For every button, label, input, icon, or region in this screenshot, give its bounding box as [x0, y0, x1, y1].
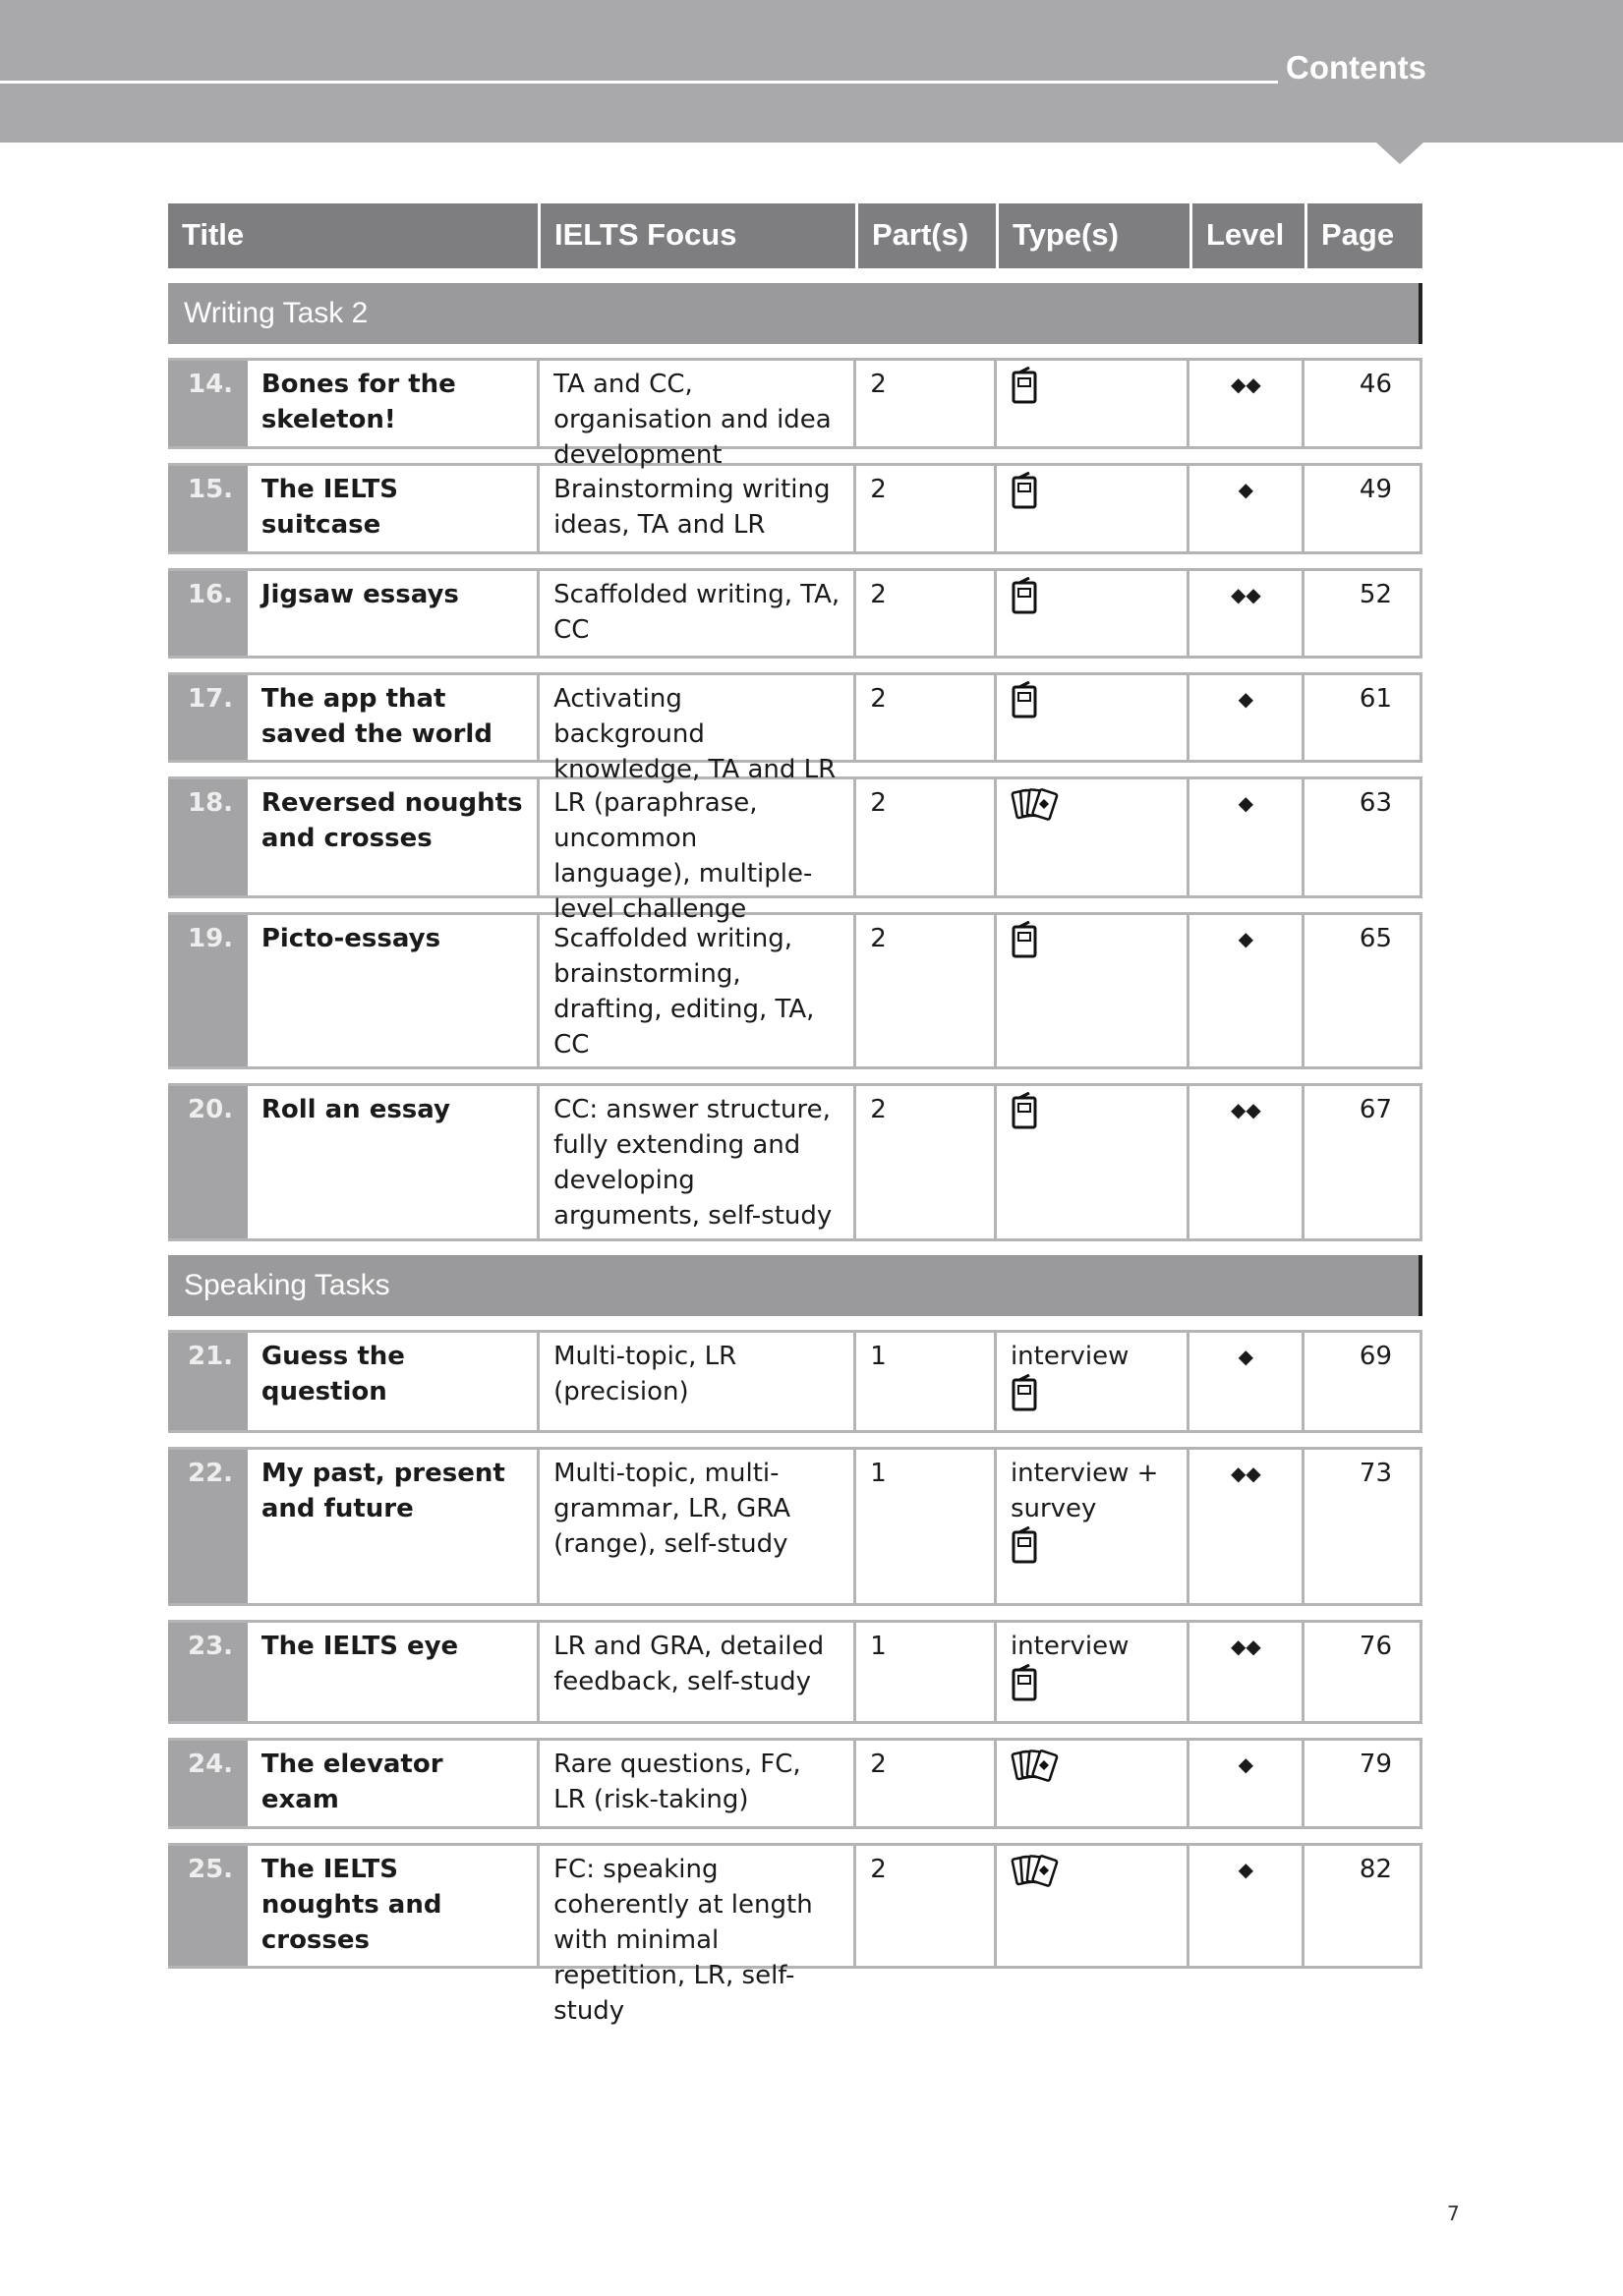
parts: 2	[856, 779, 997, 895]
col-page: Page	[1321, 217, 1395, 252]
page-ref[interactable]: 65	[1359, 924, 1392, 953]
activity-number: 21.	[168, 1333, 248, 1430]
page-ref[interactable]: 67	[1359, 1095, 1392, 1124]
ielts-focus: Rare questions, FC, LR (risk-taking)	[540, 1741, 856, 1826]
worksheet-icon	[1011, 1526, 1040, 1574]
cards-icon	[1011, 785, 1062, 832]
parts: 1	[856, 1450, 997, 1603]
types	[997, 1623, 1190, 1721]
page-number: 7	[1447, 2202, 1460, 2225]
level	[1189, 571, 1304, 656]
table-row	[168, 568, 1422, 659]
level	[1189, 466, 1304, 551]
page-ref[interactable]: 63	[1359, 788, 1392, 818]
level-diamond-icon: ◆	[1246, 583, 1261, 606]
page-ref[interactable]: 79	[1359, 1750, 1392, 1779]
activity-number: 19.	[168, 915, 248, 1066]
types	[997, 915, 1190, 1066]
page-ref[interactable]: 61	[1359, 684, 1392, 714]
level	[1189, 779, 1304, 895]
type-text: interview + survey	[1010, 1459, 1159, 1523]
activity-title: The IELTS noughts and crosses	[248, 1846, 540, 1966]
col-parts: Part(s)	[858, 203, 999, 268]
page-ref[interactable]: 82	[1359, 1855, 1392, 1884]
types	[997, 1333, 1190, 1430]
cards-icon	[1011, 1852, 1062, 1899]
level-diamond-icon: ◆	[1246, 1635, 1261, 1658]
worksheet-icon	[1011, 367, 1040, 414]
ielts-focus: Multi-topic, multi-grammar, LR, GRA (range), self-study	[540, 1450, 856, 1603]
parts: 1	[856, 1333, 997, 1430]
worksheet-icon	[1011, 921, 1040, 968]
page-ref[interactable]: 46	[1359, 370, 1392, 399]
worksheet-icon	[1011, 681, 1040, 728]
page-ref[interactable]: 76	[1359, 1632, 1392, 1661]
level-diamond-icon: ◆	[1238, 791, 1254, 815]
table-row	[168, 1738, 1422, 1829]
table-row	[168, 1447, 1422, 1606]
types	[997, 1086, 1190, 1238]
level-diamond-icon: ◆	[1238, 1345, 1254, 1368]
level-diamond-icon: ◆	[1238, 927, 1254, 950]
activity-number: 14.	[168, 361, 248, 446]
table-row	[168, 912, 1422, 1069]
activity-number: 20.	[168, 1086, 248, 1238]
activity-title: Guess the question	[248, 1333, 540, 1430]
types	[997, 361, 1190, 446]
level-diamond-icon: ◆	[1238, 1858, 1254, 1881]
types	[997, 466, 1190, 551]
header-rule	[0, 81, 1278, 84]
activity-number: 15.	[168, 466, 248, 551]
level-diamond-icon: ◆	[1230, 373, 1246, 396]
parts: 2	[856, 571, 997, 656]
type-text: interview	[1010, 1342, 1130, 1371]
level	[1189, 1741, 1304, 1826]
ielts-focus: LR (paraphrase, uncommon language), multiple-level challenge	[540, 779, 856, 895]
table-row	[168, 672, 1422, 784]
parts: 2	[856, 466, 997, 551]
ielts-focus: Activating background knowledge, TA and LR	[540, 675, 856, 760]
ielts-focus: Brainstorming writing ideas, TA and LR	[540, 466, 856, 551]
ielts-focus: Multi-topic, LR (precision)	[540, 1333, 856, 1430]
activity-number: 18.	[168, 779, 248, 895]
activity-number: 17.	[168, 675, 248, 760]
level	[1189, 915, 1304, 1066]
parts: 2	[856, 1846, 997, 1966]
table-row	[168, 776, 1422, 924]
activity-title: The IELTS suitcase	[248, 466, 540, 551]
ielts-focus: Scaffolded writing, brainstorming, drafting, editing, TA, CC	[540, 915, 856, 1066]
contents-table	[168, 203, 1422, 2026]
page-ref[interactable]: 73	[1359, 1459, 1392, 1488]
table-row	[168, 1843, 1422, 2026]
level-diamond-icon: ◆	[1230, 1098, 1246, 1121]
parts: 2	[856, 1086, 997, 1238]
worksheet-icon	[1011, 1092, 1040, 1139]
activity-number: 24.	[168, 1741, 248, 1826]
ielts-focus: Scaffolded writing, TA, CC	[540, 571, 856, 656]
col-types: Type(s)	[999, 203, 1192, 268]
activity-number: 16.	[168, 571, 248, 656]
level	[1189, 1450, 1304, 1603]
activity-title: The app that saved the world	[248, 675, 540, 760]
activity-number: 22.	[168, 1450, 248, 1603]
level	[1189, 1086, 1304, 1238]
parts: 2	[856, 675, 997, 760]
parts: 2	[856, 361, 997, 446]
types	[997, 571, 1190, 656]
section-header: Speaking Tasks	[168, 1255, 1422, 1316]
col-level: Level	[1192, 203, 1307, 268]
ielts-focus: FC: speaking coherently at length with minimal repetition, LR, self-study	[540, 1846, 856, 1966]
activity-number: 23.	[168, 1623, 248, 1721]
activity-title: My past, present and future	[248, 1450, 540, 1603]
level	[1189, 1333, 1304, 1430]
types	[997, 675, 1190, 760]
level-diamond-icon: ◆	[1246, 373, 1261, 396]
parts: 1	[856, 1623, 997, 1721]
activity-title: Bones for the skeleton!	[248, 361, 540, 446]
worksheet-icon	[1011, 577, 1040, 624]
level-diamond-icon: ◆	[1230, 1462, 1246, 1485]
table-row	[168, 1083, 1422, 1241]
level-diamond-icon: ◆	[1238, 1752, 1254, 1776]
activity-title: Jigsaw essays	[248, 571, 540, 656]
worksheet-icon	[1011, 472, 1040, 519]
table-row	[168, 1330, 1422, 1433]
level-diamond-icon: ◆	[1246, 1098, 1261, 1121]
page-ref[interactable]: 49	[1359, 475, 1392, 504]
col-title: Title	[168, 203, 541, 268]
level-diamond-icon: ◆	[1230, 583, 1246, 606]
level-diamond-icon: ◆	[1238, 478, 1254, 501]
type-text: interview	[1010, 1632, 1130, 1661]
parts: 2	[856, 915, 997, 1066]
activity-title: Reversed noughts and crosses	[248, 779, 540, 895]
header-pointer	[1376, 143, 1423, 164]
parts: 2	[856, 1741, 997, 1826]
ielts-focus: TA and CC, organisation and idea development	[540, 361, 856, 446]
types	[997, 1741, 1190, 1826]
page-heading: Contents	[1286, 49, 1426, 86]
table-row	[168, 463, 1422, 554]
level	[1189, 1623, 1304, 1721]
types	[997, 1846, 1190, 1966]
activity-title: Picto-essays	[248, 915, 540, 1066]
cards-icon	[1011, 1747, 1062, 1794]
level-diamond-icon: ◆	[1246, 1462, 1261, 1485]
section-header: Writing Task 2	[168, 283, 1422, 344]
page-ref[interactable]: 69	[1359, 1342, 1392, 1371]
worksheet-icon	[1011, 1374, 1040, 1421]
activity-title: The elevator exam	[248, 1741, 540, 1826]
worksheet-icon	[1011, 1664, 1040, 1711]
activity-title: Roll an essay	[248, 1086, 540, 1238]
activity-number: 25.	[168, 1846, 248, 1966]
table-row	[168, 1620, 1422, 1724]
col-focus: IELTS Focus	[541, 203, 858, 268]
types	[997, 779, 1190, 895]
level	[1189, 361, 1304, 446]
ielts-focus: CC: answer structure, fully extending and developing arguments, self-study	[540, 1086, 856, 1238]
types	[997, 1450, 1190, 1603]
ielts-focus: LR and GRA, detailed feedback, self-study	[540, 1623, 856, 1721]
page-ref[interactable]: 52	[1359, 580, 1392, 609]
activity-title: The IELTS eye	[248, 1623, 540, 1721]
level-diamond-icon: ◆	[1238, 687, 1254, 711]
table-row	[168, 358, 1422, 470]
level-diamond-icon: ◆	[1230, 1635, 1246, 1658]
table-header	[168, 203, 1422, 268]
level	[1189, 675, 1304, 760]
level	[1189, 1846, 1304, 1966]
